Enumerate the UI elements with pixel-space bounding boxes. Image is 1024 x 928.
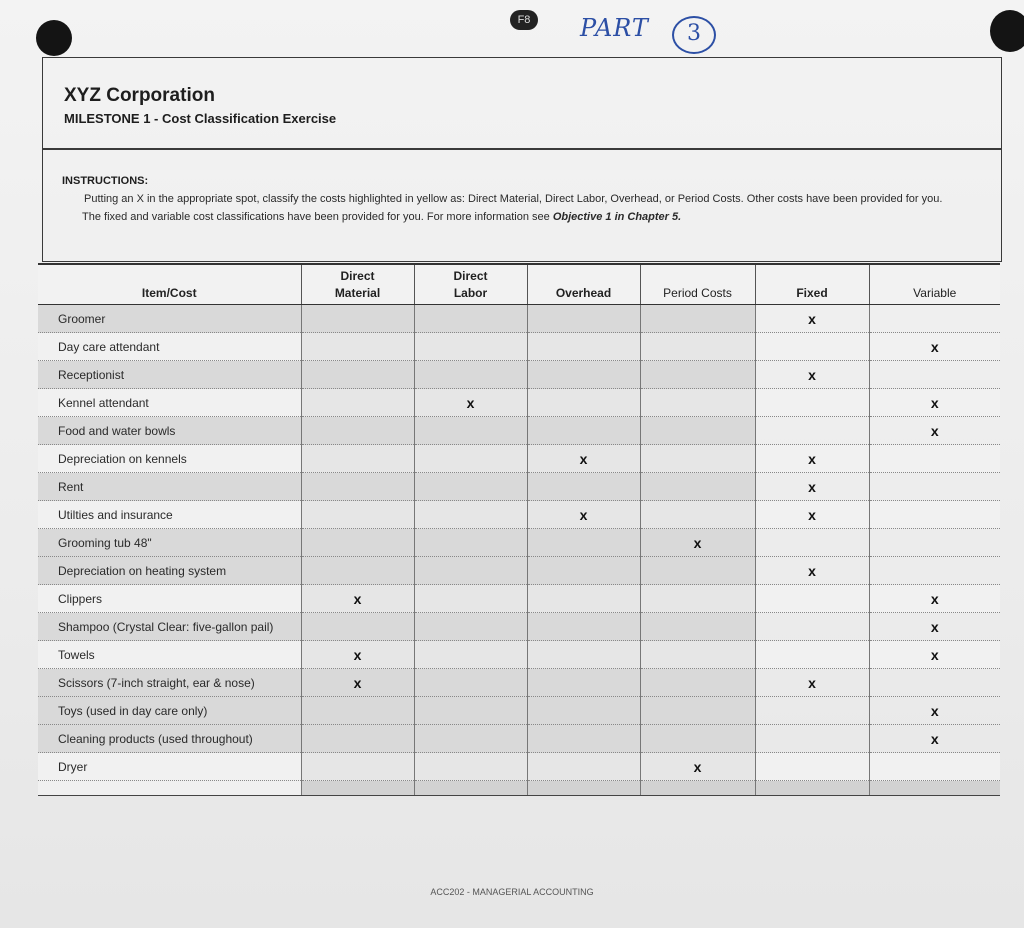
- cell-oh: [527, 473, 640, 501]
- cell-dm: [301, 557, 414, 585]
- cell-variable: x: [869, 417, 1000, 445]
- cell-pc: [640, 613, 755, 641]
- cell-item-name: Towels: [38, 641, 301, 669]
- cell-dl: [414, 613, 527, 641]
- instructions-heading: INSTRUCTIONS:: [62, 175, 149, 187]
- cell-dm: x: [301, 585, 414, 613]
- cell-dm: x: [301, 641, 414, 669]
- col-header-variable: Variable: [869, 264, 1000, 305]
- cell-dm: [301, 753, 414, 781]
- cell-oh: [527, 613, 640, 641]
- table-row: [38, 445, 1000, 473]
- blank-cell: [38, 781, 301, 796]
- cell-dl: x: [414, 389, 527, 417]
- footer-course-label: ACC202 - MANAGERIAL ACCOUNTING: [430, 887, 594, 897]
- table-row: [38, 585, 1000, 613]
- table-header-row: [38, 264, 1000, 305]
- instructions-body: [62, 190, 982, 226]
- handwritten-part-number: 3: [672, 16, 716, 54]
- cell-dl: [414, 417, 527, 445]
- cell-dl: [414, 641, 527, 669]
- col-header-overhead: Overhead: [527, 264, 640, 305]
- cell-variable: [869, 501, 1000, 529]
- cell-variable: x: [869, 389, 1000, 417]
- cell-pc: x: [640, 529, 755, 557]
- cell-dm: [301, 417, 414, 445]
- cell-fixed: [755, 641, 869, 669]
- cell-pc: [640, 501, 755, 529]
- cell-dl: [414, 333, 527, 361]
- table-row: [38, 725, 1000, 753]
- cell-pc: [640, 585, 755, 613]
- blank-cell: [869, 781, 1000, 796]
- cell-fixed: [755, 753, 869, 781]
- cell-pc: [640, 557, 755, 585]
- table-row: [38, 417, 1000, 445]
- cell-variable: [869, 669, 1000, 697]
- col-header-period-costs: Period Costs: [640, 264, 755, 305]
- cell-dm: [301, 333, 414, 361]
- cell-dl: [414, 753, 527, 781]
- cell-item-name: Day care attendant: [38, 333, 301, 361]
- table-row: [38, 501, 1000, 529]
- cost-classification-table: [38, 263, 1000, 796]
- cell-oh: [527, 753, 640, 781]
- cell-item-name: Depreciation on kennels: [38, 445, 301, 473]
- cell-fixed: x: [755, 557, 869, 585]
- cell-variable: [869, 529, 1000, 557]
- cell-variable: x: [869, 641, 1000, 669]
- cell-dm: [301, 613, 414, 641]
- cell-item-name: Grooming tub 48": [38, 529, 301, 557]
- cell-fixed: [755, 585, 869, 613]
- col-header-fixed: Fixed: [755, 264, 869, 305]
- blank-cell: [527, 781, 640, 796]
- cell-pc: [640, 669, 755, 697]
- cell-oh: [527, 417, 640, 445]
- cell-pc: x: [640, 753, 755, 781]
- cell-variable: [869, 557, 1000, 585]
- punch-hole-left: [36, 20, 72, 56]
- blank-cell: [755, 781, 869, 796]
- cell-dm: [301, 305, 414, 333]
- table-row: [38, 361, 1000, 389]
- cell-fixed: [755, 417, 869, 445]
- cell-oh: x: [527, 445, 640, 473]
- blank-cell: [301, 781, 414, 796]
- blank-cell: [640, 781, 755, 796]
- cell-pc: [640, 445, 755, 473]
- cell-oh: [527, 697, 640, 725]
- cell-fixed: [755, 389, 869, 417]
- cell-oh: [527, 305, 640, 333]
- cell-dl: [414, 361, 527, 389]
- cell-oh: [527, 557, 640, 585]
- cell-dm: [301, 529, 414, 557]
- cell-dm: [301, 697, 414, 725]
- cell-item-name: Receptionist: [38, 361, 301, 389]
- blank-cell: [414, 781, 527, 796]
- page-tag: F8: [510, 10, 538, 30]
- cell-dl: [414, 529, 527, 557]
- cell-item-name: Rent: [38, 473, 301, 501]
- cell-item-name: Toys (used in day care only): [38, 697, 301, 725]
- cell-dl: [414, 501, 527, 529]
- cell-fixed: [755, 725, 869, 753]
- instructions-line-1: Putting an X in the appropriate spot, classify the costs highlighted in yellow as: Direct Material, Direct Labor, Overhead, or Period Costs. Other costs have been provided for you.: [84, 193, 943, 205]
- table-row: [38, 333, 1000, 361]
- cell-item-name: Groomer: [38, 305, 301, 333]
- company-title: XYZ Corporation: [64, 85, 215, 106]
- cell-variable: [869, 361, 1000, 389]
- cell-variable: x: [869, 333, 1000, 361]
- cell-dm: [301, 725, 414, 753]
- instructions-line-2: [62, 208, 982, 226]
- cell-fixed: x: [755, 445, 869, 473]
- cell-pc: [640, 697, 755, 725]
- table-row: [38, 641, 1000, 669]
- cell-dl: [414, 697, 527, 725]
- cell-item-name: Kennel attendant: [38, 389, 301, 417]
- cell-pc: [640, 725, 755, 753]
- table-row: [38, 613, 1000, 641]
- header-divider: [42, 148, 1002, 150]
- cell-item-name: Scissors (7-inch straight, ear & nose): [38, 669, 301, 697]
- cell-dm: [301, 445, 414, 473]
- table-body: [38, 305, 1000, 796]
- cell-variable: x: [869, 725, 1000, 753]
- col-header-item: Item/Cost: [38, 264, 301, 305]
- cell-variable: x: [869, 697, 1000, 725]
- cell-item-name: Cleaning products (used throughout): [38, 725, 301, 753]
- handwritten-part-note: PART: [580, 14, 649, 42]
- table-row: [38, 669, 1000, 697]
- cell-fixed: x: [755, 361, 869, 389]
- cell-fixed: x: [755, 501, 869, 529]
- cell-variable: [869, 305, 1000, 333]
- cell-dl: [414, 585, 527, 613]
- cell-variable: [869, 445, 1000, 473]
- cell-dl: [414, 473, 527, 501]
- cell-oh: [527, 529, 640, 557]
- cell-oh: [527, 725, 640, 753]
- cell-fixed: x: [755, 305, 869, 333]
- cell-dl: [414, 557, 527, 585]
- cell-fixed: [755, 529, 869, 557]
- milestone-subtitle: MILESTONE 1 - Cost Classification Exercise: [64, 111, 337, 126]
- punch-hole-right: [990, 10, 1024, 52]
- cell-fixed: x: [755, 669, 869, 697]
- cell-oh: [527, 669, 640, 697]
- col-header-direct-material: Direct Material: [301, 264, 414, 305]
- cell-dm: x: [301, 669, 414, 697]
- cell-dl: [414, 669, 527, 697]
- table-row: [38, 389, 1000, 417]
- table-row: [38, 305, 1000, 333]
- instructions-objective-ref: Objective 1 in Chapter 5.: [552, 211, 682, 223]
- cell-pc: [640, 417, 755, 445]
- cell-fixed: [755, 613, 869, 641]
- instructions-line-2-text: The fixed and variable cost classifications have been provided for you. For more information see: [82, 211, 553, 223]
- table-row: [38, 697, 1000, 725]
- table-blank-row: [38, 781, 1000, 796]
- cell-fixed: [755, 333, 869, 361]
- cell-dm: [301, 389, 414, 417]
- cell-item-name: Depreciation on heating system: [38, 557, 301, 585]
- cell-variable: x: [869, 585, 1000, 613]
- cell-pc: [640, 333, 755, 361]
- cell-fixed: [755, 697, 869, 725]
- cell-item-name: Clippers: [38, 585, 301, 613]
- cell-variable: x: [869, 613, 1000, 641]
- cell-oh: x: [527, 501, 640, 529]
- cell-pc: [640, 389, 755, 417]
- cell-dm: [301, 473, 414, 501]
- cell-variable: [869, 473, 1000, 501]
- cell-dl: [414, 445, 527, 473]
- cell-dm: [301, 501, 414, 529]
- col-header-direct-labor: Direct Labor: [414, 264, 527, 305]
- cell-item-name: Dryer: [38, 753, 301, 781]
- table-row: [38, 753, 1000, 781]
- cell-item-name: Shampoo (Crystal Clear: five-gallon pail): [38, 613, 301, 641]
- cell-pc: [640, 473, 755, 501]
- cell-dm: [301, 361, 414, 389]
- cell-fixed: x: [755, 473, 869, 501]
- cell-pc: [640, 361, 755, 389]
- cell-pc: [640, 305, 755, 333]
- cell-oh: [527, 361, 640, 389]
- cell-oh: [527, 585, 640, 613]
- table-row: [38, 473, 1000, 501]
- cell-oh: [527, 641, 640, 669]
- cell-pc: [640, 641, 755, 669]
- cell-oh: [527, 389, 640, 417]
- cell-dl: [414, 725, 527, 753]
- cell-dl: [414, 305, 527, 333]
- cell-oh: [527, 333, 640, 361]
- table-row: [38, 529, 1000, 557]
- cell-item-name: Utilties and insurance: [38, 501, 301, 529]
- table-row: [38, 557, 1000, 585]
- cell-item-name: Food and water bowls: [38, 417, 301, 445]
- cell-variable: [869, 753, 1000, 781]
